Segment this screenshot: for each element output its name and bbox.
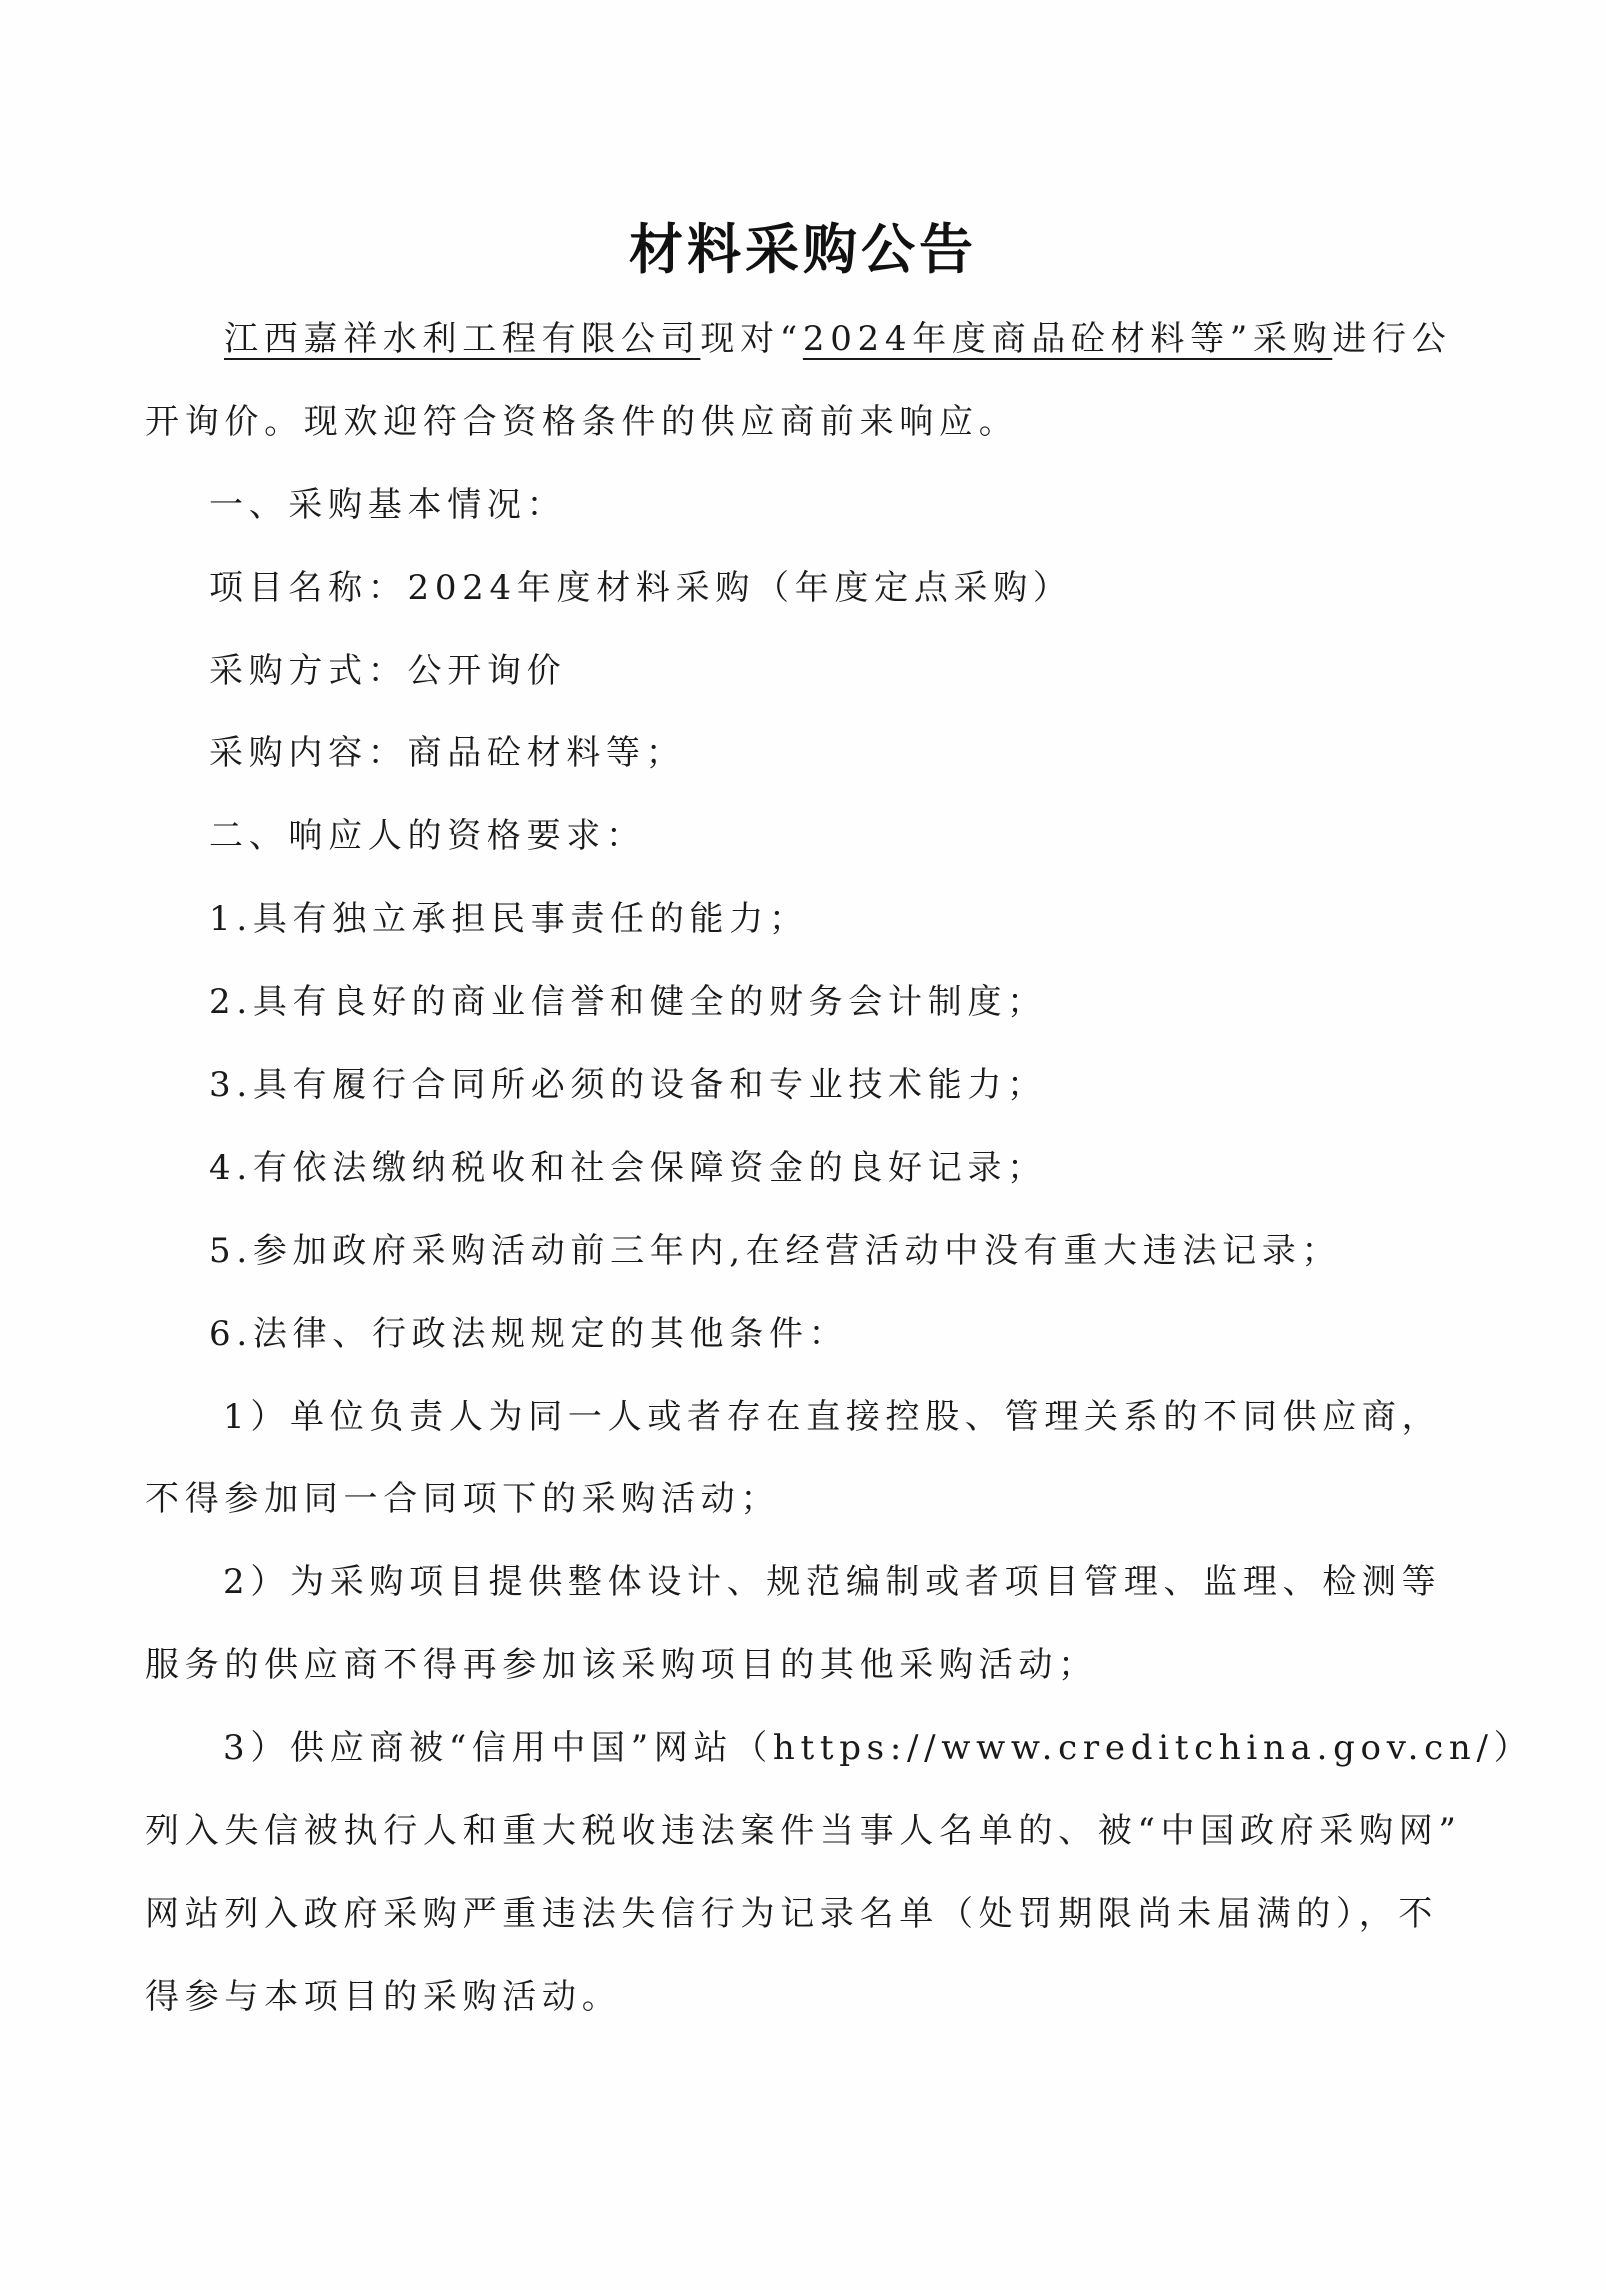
- page-title: 材料采购公告: [629, 218, 977, 281]
- intro-text: 现对“: [700, 319, 803, 359]
- requirement-item: 2.具有良好的商业信誉和健全的财务会计制度；: [209, 982, 1047, 1023]
- requirement-item: 4.有依法缴纳税收和社会保障资金的良好记录；: [209, 1147, 1047, 1188]
- project-title: 2024年度商品砼材料等”采购: [802, 319, 1333, 359]
- sub-item-2-line-2: 服务的供应商不得再参加该采购项目的其他采购活动；: [145, 1645, 1098, 1686]
- requirement-item: 3.具有履行合同所必须的设备和专业技术能力；: [209, 1065, 1047, 1106]
- sub-item-3-line-2: 列入失信被执行人和重大税收违法案件当事人名单的、被“中国政府采购网”: [145, 1811, 1462, 1852]
- sub-item-1-line-1: 1）单位负责人为同一人或者存在直接控股、管理关系的不同供应商，: [223, 1396, 1442, 1437]
- procurement-method: 采购方式：公开询价: [209, 650, 567, 691]
- requirement-item: 6.法律、行政法规规定的其他条件：: [209, 1313, 849, 1354]
- intro-line-2: 开询价。现欢迎符合资格条件的供应商前来响应。: [145, 401, 1019, 442]
- sub-item-2-line-1: 2）为采购项目提供整体设计、规范编制或者项目管理、监理、检测等: [223, 1562, 1442, 1603]
- sub-item-3-line-1: 3）供应商被“信用中国”网站（https://www.creditchina.gov.cn/）: [223, 1728, 1534, 1769]
- project-name: 项目名称：2024年度材料采购（年度定点采购）: [209, 567, 1073, 608]
- requirement-item: 5.参加政府采购活动前三年内,在经营活动中没有重大违法记录；: [209, 1230, 1342, 1271]
- intro-text-end: 进行公: [1332, 319, 1452, 359]
- intro-line-1: [145, 298, 1461, 381]
- sub-item-3-line-4: 得参与本项目的采购活动。: [145, 1976, 622, 2017]
- requirement-item: 1.具有独立承担民事责任的能力；: [209, 899, 809, 940]
- document-body: [145, 298, 1534, 2039]
- procurement-content: 采购内容：商品砼材料等；: [209, 733, 686, 774]
- sub-item-1-line-2: 不得参加同一合同项下的采购活动；: [145, 1479, 781, 1520]
- section2-heading: 二、响应人的资格要求：: [209, 816, 646, 857]
- section1-heading: 一、采购基本情况：: [209, 484, 567, 525]
- company-name: 江西嘉祥水利工程有限公司: [224, 319, 701, 359]
- sub-item-3-line-3: 网站列入政府采购严重违法失信行为记录名单（处罚期限尚未届满的），不: [145, 1893, 1439, 1934]
